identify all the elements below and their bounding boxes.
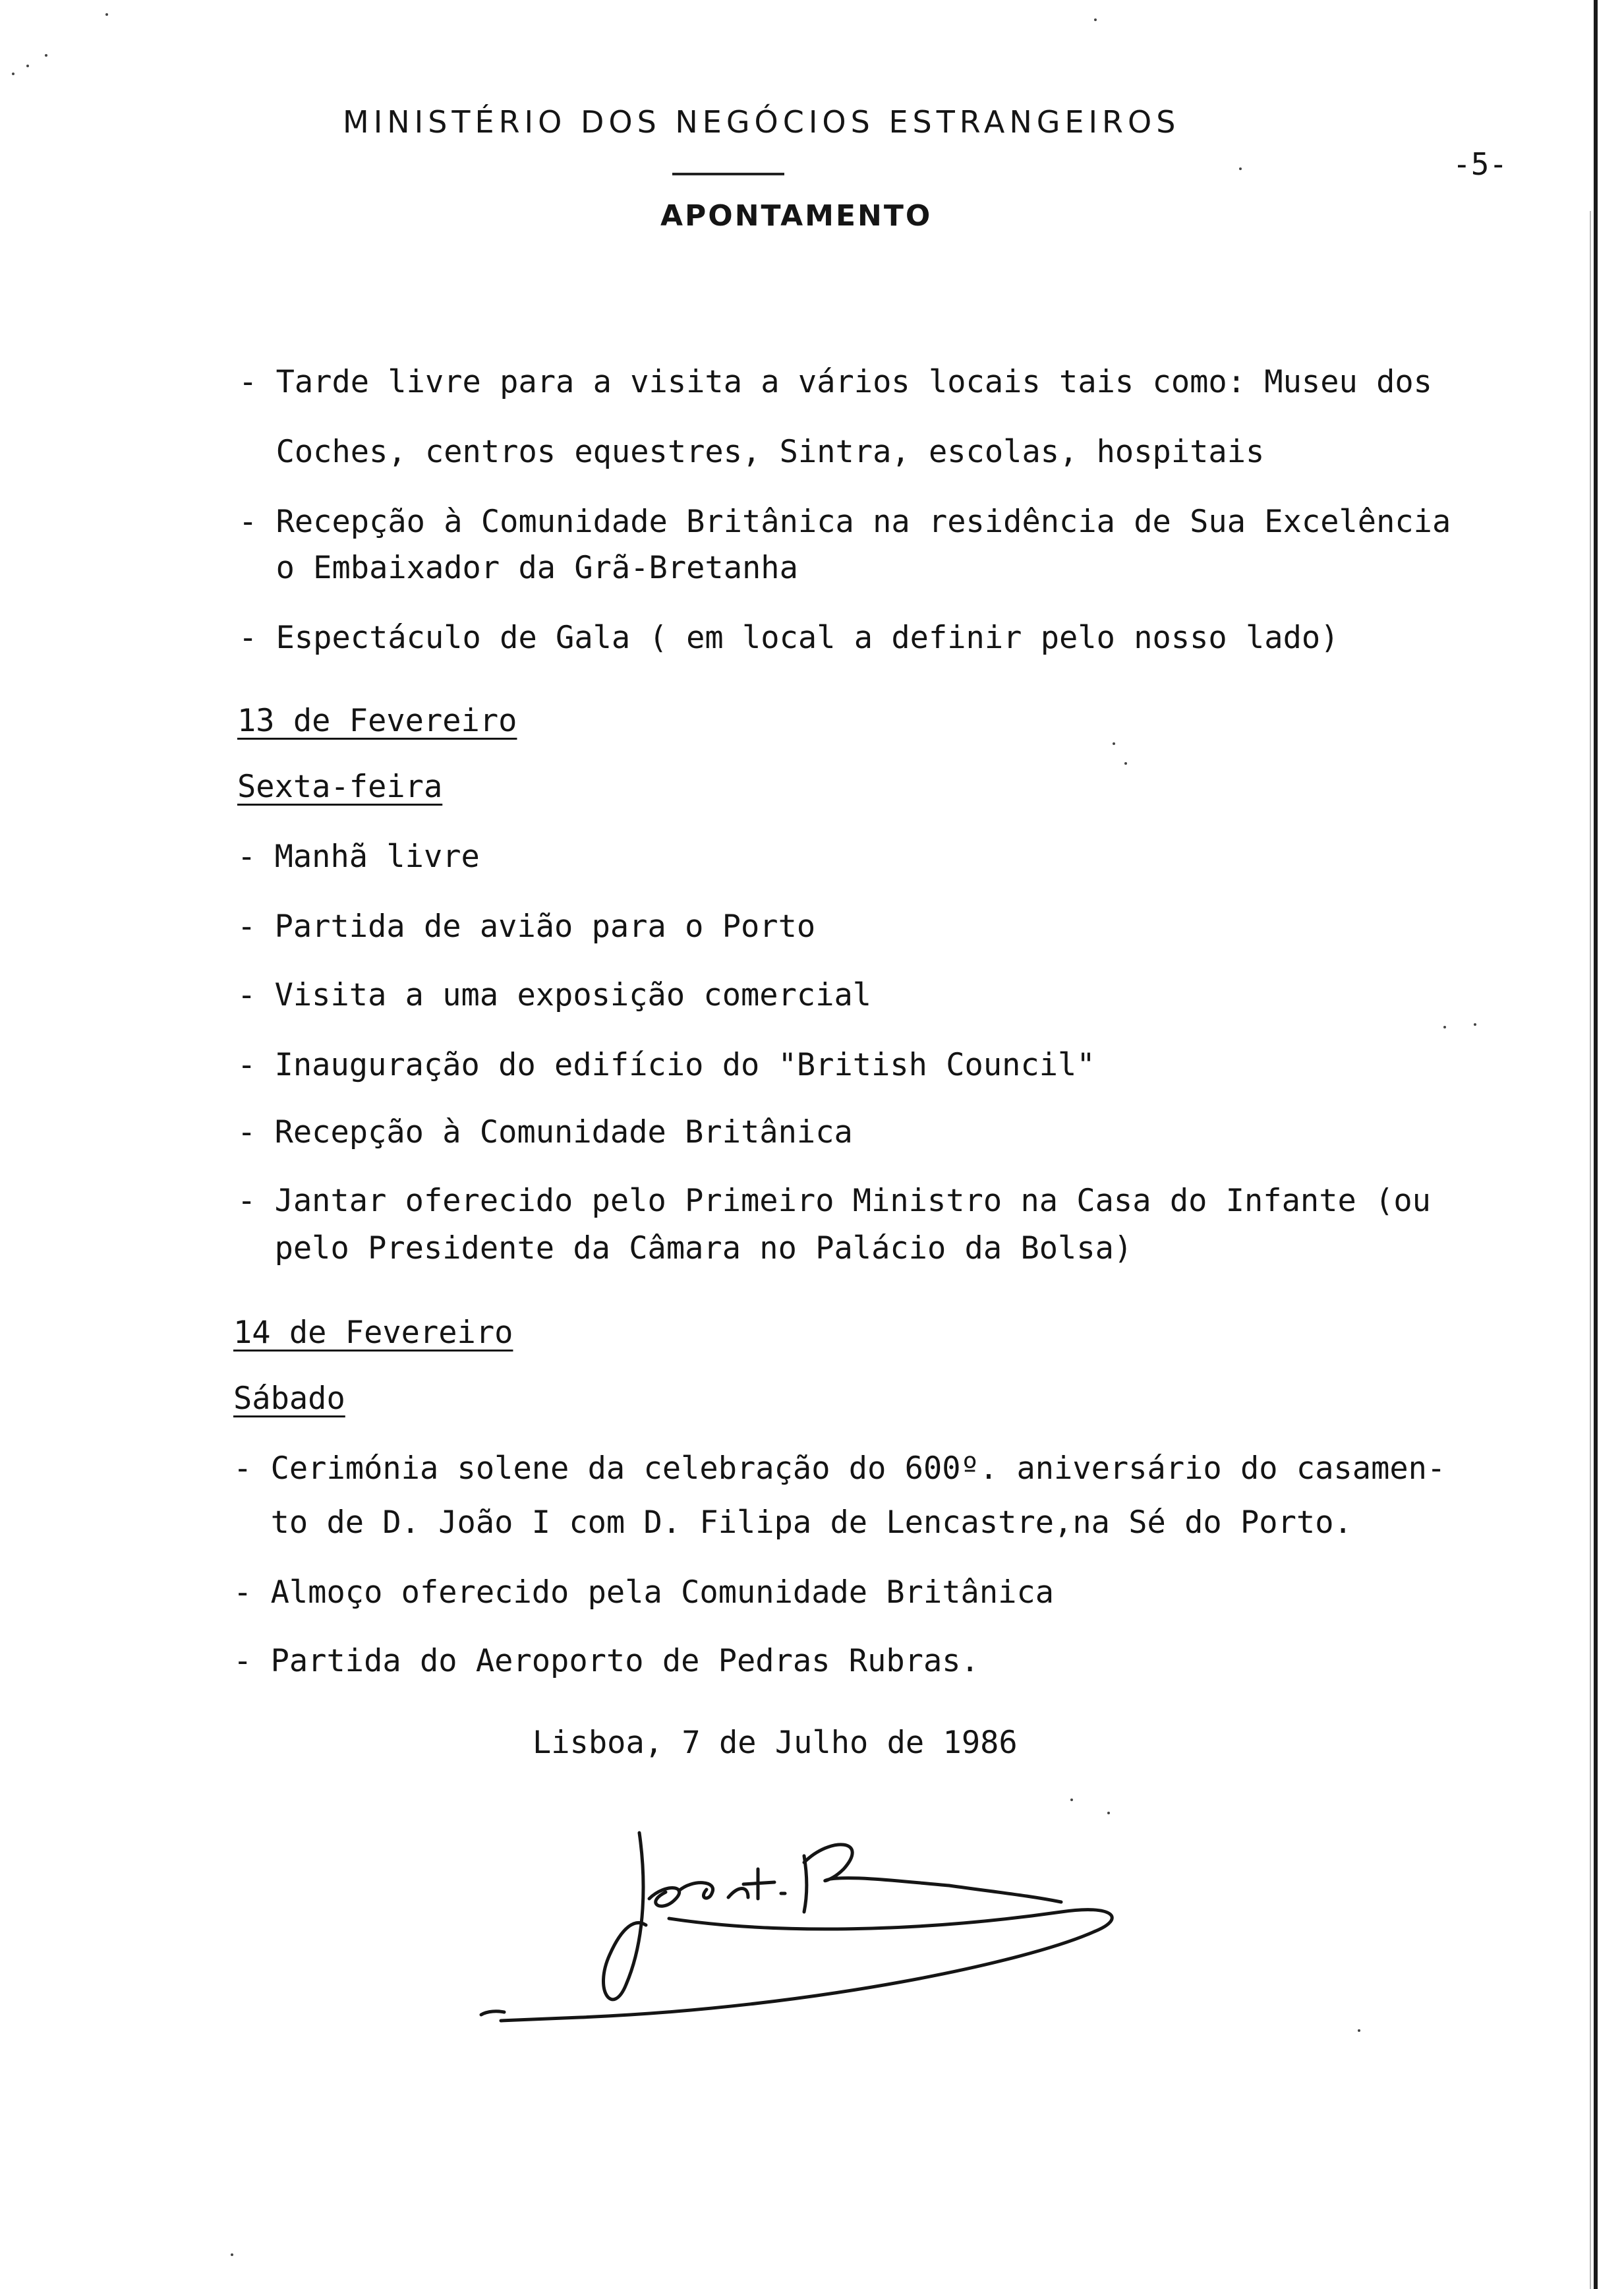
paper-speck	[1113, 742, 1115, 745]
agenda-item: - Manhã livre	[237, 839, 480, 875]
paper-speck	[231, 2253, 233, 2256]
date-heading: 14 de Fevereiro	[233, 1315, 513, 1351]
page-edge-line	[1590, 211, 1591, 2289]
handwritten-signature	[448, 1820, 1160, 2044]
agenda-item-continuation: pelo Presidente da Câmara no Palácio da Bolsa)	[237, 1230, 1133, 1266]
agenda-item: - Recepção à Comunidade Britânica	[237, 1114, 853, 1150]
agenda-item: - Espectáculo de Gala ( em local a definir pelo nosso lado)	[239, 620, 1339, 656]
paper-speck	[1107, 1812, 1110, 1814]
paper-speck	[1094, 18, 1097, 21]
document-type: APONTAMENTO	[660, 199, 933, 233]
weekday-heading: Sexta-feira	[237, 769, 443, 805]
place-date-line: Lisboa, 7 de Julho de 1986	[533, 1725, 1018, 1761]
agenda-item-continuation: o Embaixador da Grã-Bretanha	[239, 550, 798, 586]
page-edge-shadow	[1594, 0, 1598, 2289]
paper-speck	[105, 13, 108, 16]
agenda-item-continuation: to de D. João I com D. Filipa de Lencastre,na Sé do Porto.	[233, 1504, 1352, 1541]
agenda-item-continuation: Coches, centros equestres, Sintra, escolas, hospitais	[239, 434, 1265, 470]
paper-speck	[1443, 1026, 1446, 1028]
agenda-item: - Visita a uma exposição comercial	[237, 977, 872, 1013]
paper-speck	[1474, 1023, 1476, 1026]
agenda-item: - Almoço oferecido pela Comunidade Britânica	[233, 1574, 1055, 1611]
agenda-item: - Partida de avião para o Porto	[237, 908, 816, 945]
agenda-item: - Partida do Aeroporto de Pedras Rubras.	[233, 1643, 979, 1679]
paper-speck	[45, 54, 47, 57]
paper-speck	[12, 73, 14, 75]
agenda-item: - Recepção à Comunidade Britânica na residência de Sua Excelência	[239, 504, 1451, 540]
header-rule	[672, 173, 784, 175]
agenda-item: - Inauguração do edifício do "British Council"	[237, 1047, 1095, 1083]
page-number: -5-	[1453, 146, 1508, 182]
date-heading: 13 de Fevereiro	[237, 703, 517, 739]
agenda-item: - Cerimónia solene da celebração do 600º. aniversário do casamen-	[233, 1450, 1446, 1487]
agenda-item: - Tarde livre para a visita a vários locais tais como: Museu dos	[239, 364, 1432, 400]
paper-speck	[26, 65, 29, 67]
weekday-heading: Sábado	[233, 1381, 345, 1417]
paper-speck	[1124, 762, 1127, 765]
agenda-item: - Jantar oferecido pelo Primeiro Ministro na Casa do Infante (ou	[237, 1183, 1431, 1219]
ministry-header: MINISTÉRIO DOS NEGÓCIOS ESTRANGEIROS	[343, 104, 1180, 140]
paper-speck	[1239, 167, 1242, 170]
paper-speck	[1070, 1798, 1073, 1801]
paper-speck	[1358, 2029, 1360, 2032]
